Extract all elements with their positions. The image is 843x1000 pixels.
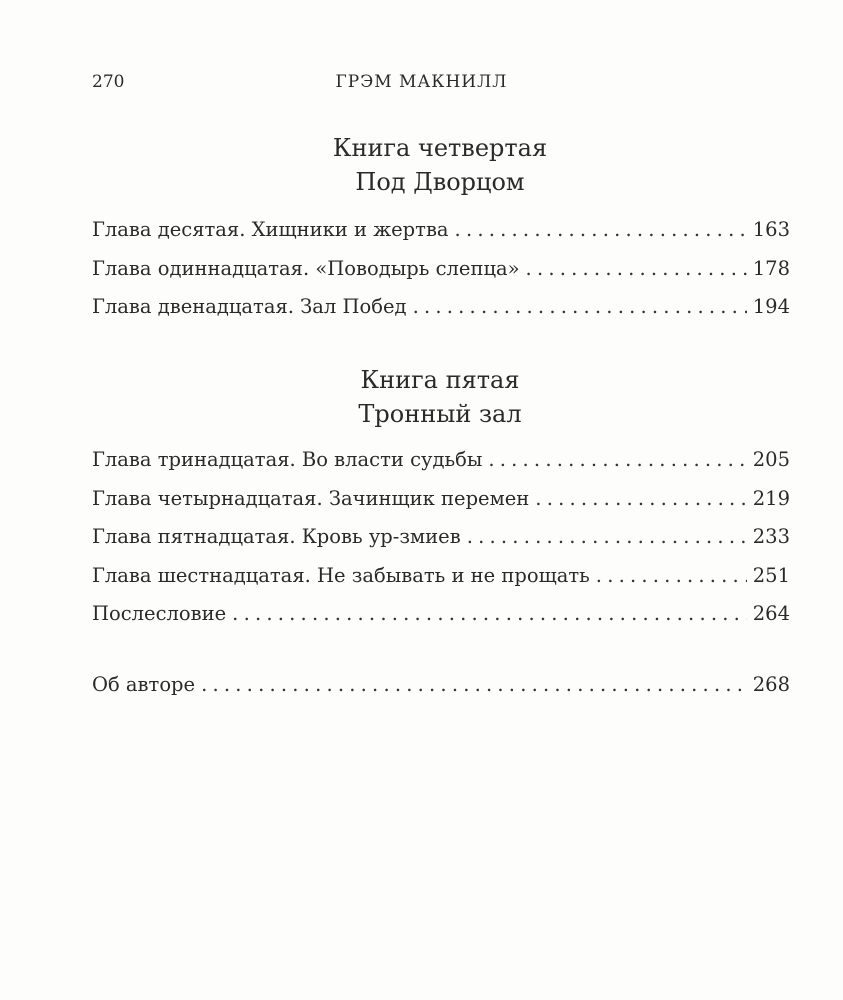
chapter-title: Глава двенадцатая. Зал Побед	[92, 295, 407, 318]
page-number: 270	[92, 72, 125, 92]
chapter-page: 163	[752, 218, 790, 241]
toc-entry[interactable]	[92, 602, 790, 641]
dot-leader	[488, 448, 746, 471]
book-title: Книга четвертая	[332, 134, 548, 162]
dot-leader	[535, 487, 746, 510]
toc-entry[interactable]	[92, 218, 790, 257]
toc-section-about	[92, 673, 790, 712]
chapter-title: Глава пятнадцатая. Кровь ур-змиев	[92, 525, 461, 548]
chapter-page: 233	[752, 525, 790, 548]
toc-entry[interactable]	[92, 448, 790, 487]
dot-leader	[455, 218, 747, 241]
chapter-page: 178	[752, 256, 790, 280]
chapter-page: 205	[752, 448, 790, 471]
about-title: Об авторе	[92, 673, 196, 696]
about-page: 268	[752, 673, 790, 696]
toc-entry[interactable]	[92, 525, 790, 564]
running-title: ГРЭМ МАКНИЛЛ	[335, 72, 508, 92]
book-heading	[0, 363, 843, 431]
toc-entry[interactable]	[92, 295, 790, 334]
toc-entry-about[interactable]	[92, 673, 790, 712]
toc-entry[interactable]	[92, 487, 790, 526]
book-subtitle: Под Дворцом	[355, 168, 525, 196]
toc-section	[92, 448, 790, 641]
dot-leader	[526, 257, 747, 280]
chapter-title: Глава четырнадцатая. Зачинщик перемен	[92, 486, 530, 510]
chapter-page: 264	[752, 602, 790, 625]
chapter-page: 251	[752, 563, 790, 587]
dot-leader	[467, 525, 747, 548]
chapter-title: Послесловие	[92, 602, 227, 625]
chapter-title: Глава одиннадцатая. «Поводырь слепца»	[92, 256, 520, 280]
chapter-page: 194	[752, 295, 790, 318]
chapter-page: 219	[752, 486, 790, 510]
chapter-title: Глава тринадцатая. Во власти судьбы	[92, 448, 483, 471]
book-title: Книга пятая	[360, 366, 520, 394]
chapter-title: Глава шестнадцатая. Не забывать и не прощать	[92, 563, 590, 587]
book-subtitle: Тронный зал	[358, 400, 522, 428]
chapter-title: Глава десятая. Хищники и жертва	[92, 218, 449, 241]
toc-section	[92, 218, 790, 334]
book-heading	[0, 131, 843, 199]
dot-leader	[232, 602, 747, 625]
dot-leader	[596, 564, 747, 587]
dot-leader	[201, 673, 747, 696]
dot-leader	[413, 295, 747, 318]
toc-entry[interactable]	[92, 564, 790, 603]
toc-entry[interactable]	[92, 257, 790, 296]
